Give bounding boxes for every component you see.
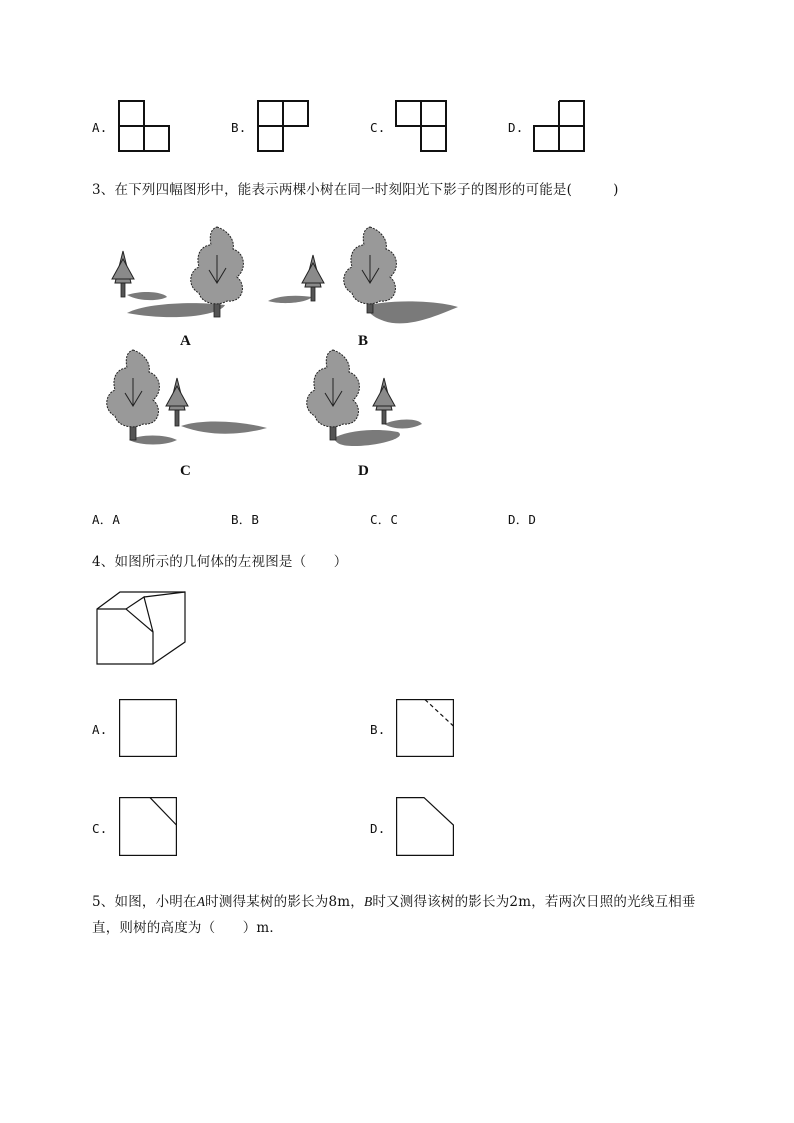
q5-variable-a: A (196, 894, 206, 909)
q4-option-a-figure (119, 699, 177, 757)
q3-option-b[interactable]: B．B (231, 512, 260, 527)
q4-option-a-label[interactable]: A. (92, 722, 108, 737)
q3-figure-b-caption: B (358, 333, 369, 349)
q3-figure-d (298, 348, 428, 448)
q4-solid-figure (96, 590, 188, 666)
q2-option-d-figure (533, 100, 585, 152)
q2-option-b-figure (257, 100, 309, 152)
q4-option-d-figure (396, 797, 454, 857)
q3-question: 3、在下列四幅图形中，能表示两棵小树在同一时刻阳光下影子的图形的可能是( ) (92, 182, 619, 198)
q5-question-line-2: 直，则树的高度为（ ）m． (92, 920, 284, 936)
q4-option-d-label[interactable]: D. (370, 821, 386, 836)
q2-option-a-label[interactable]: A. (92, 120, 108, 135)
q5-text-part-2: 时测得某树的影长为8m， (205, 894, 364, 910)
q3-option-d[interactable]: D．D (508, 512, 537, 527)
q2-option-c-label[interactable]: C. (370, 120, 386, 135)
q4-option-b-figure (396, 699, 454, 757)
q4-option-c-figure (119, 797, 177, 857)
q2-option-d-label[interactable]: D. (508, 120, 524, 135)
q3-figure-d-caption: D (358, 463, 369, 479)
q4-option-c-label[interactable]: C. (92, 821, 108, 836)
q2-option-b-label[interactable]: B. (231, 120, 247, 135)
q5-question-line-1 (92, 890, 696, 910)
q4-question: 4、如图所示的几何体的左视图是（ ） (92, 554, 348, 570)
q3-figure-c-caption: C (180, 463, 191, 479)
q5-text-part-3: 时又测得该树的影长为2m，若两次日照的光线互相垂 (372, 894, 696, 910)
q3-figure-b (268, 225, 458, 325)
q4-option-b-label[interactable]: B. (370, 722, 386, 737)
q3-figure-a-caption: A (180, 333, 191, 349)
q5-variable-b: B (363, 894, 373, 909)
q3-figure-c (95, 348, 270, 448)
q2-option-c-figure (395, 100, 447, 152)
q3-figure-a (105, 225, 265, 325)
q5-text-part-1: 5、如图，小明在 (92, 894, 197, 910)
q2-option-a-figure (118, 100, 170, 152)
q3-option-a[interactable]: A．A (92, 512, 121, 527)
q3-option-c[interactable]: C．C (370, 512, 399, 527)
